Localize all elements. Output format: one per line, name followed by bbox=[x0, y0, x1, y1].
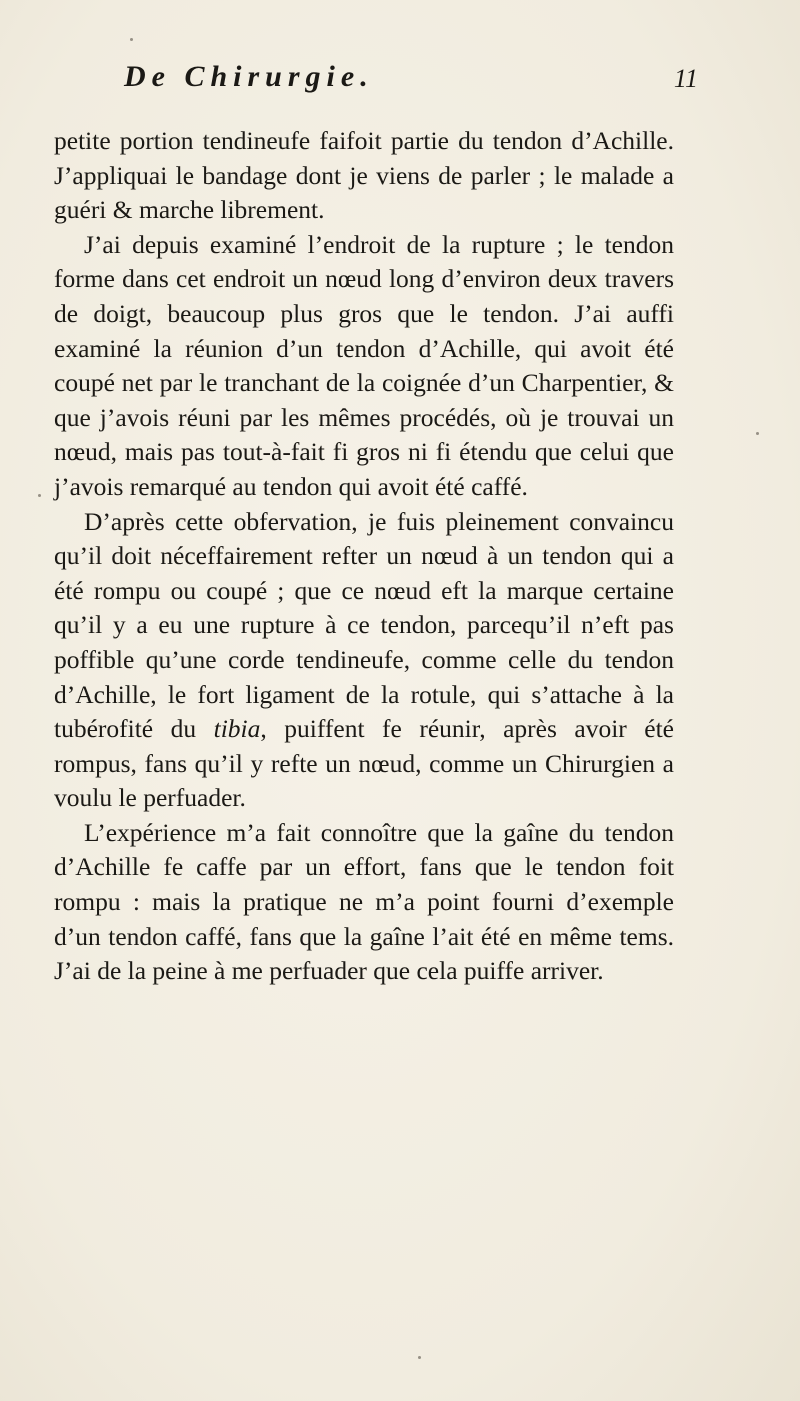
text-run: L’expérience m’a fait connoître que la gaîne du tendon d’Achille fe caffe par un effort, fans que le tendon foit rompu : mais la pratique ne m’a point fourni d’exemple d’un tendon caffé, fans que la gaîne l’ait été en même tems. J’ai de la peine à me perfuader que cela puiffe arriver. bbox=[54, 817, 674, 986]
text-run: D’après cette obfervation, je fuis pleinement convaincu qu’il doit néceffairement refter un nœud à un tendon qui a été rompu ou coupé ; que ce nœud eft la marque certaine qu’il y a eu une rupture à ce tendon, parcequ’il n’eft pas poffible qu’une corde tendineufe, comme celle du tendon d’Achille, le fort ligament de la rotule, qui s’attache à la tubérofité du bbox=[54, 506, 674, 744]
paragraph bbox=[54, 816, 674, 989]
text-run: J’ai depuis examiné l’endroit de la rupture ; le tendon forme dans cet endroit un nœud long d’environ deux travers de doigt, beaucoup plus gros que le tendon. J’ai auffi examiné la réunion d’un tendon d’Achille, qui avoit été coupé net par le tranchant de la coignée d’un Charpentier, & que j’avois réuni par les mêmes procédés, où je trouvai un nœud, mais pas tout-à-fait fi gros ni fi étendu que celui que j’avois remarqué au tendon qui avoit été caffé. bbox=[54, 229, 674, 501]
ink-speck bbox=[418, 1356, 421, 1359]
page-header bbox=[124, 60, 698, 100]
ink-speck bbox=[38, 494, 41, 497]
ink-speck bbox=[756, 432, 759, 435]
italic-term: tibia bbox=[213, 714, 261, 744]
text-run: , puiffent fe réunir, après avoir été rompus, fans qu’il y refte un nœud, comme un Chirurgien a voulu le perfuader. bbox=[54, 714, 674, 813]
paragraph bbox=[54, 124, 674, 228]
running-head: De Chirurgie. bbox=[124, 60, 374, 93]
paragraph bbox=[54, 505, 674, 816]
paragraph bbox=[54, 228, 674, 505]
page-number: 11 bbox=[673, 64, 698, 93]
text-run: petite portion tendineufe faifoit partie du tendon d’Achille. J’appliquai le bandage dont je viens de parler ; le malade a guéri & marche librement. bbox=[54, 126, 674, 225]
body-text bbox=[54, 124, 674, 989]
ink-speck bbox=[130, 38, 133, 41]
